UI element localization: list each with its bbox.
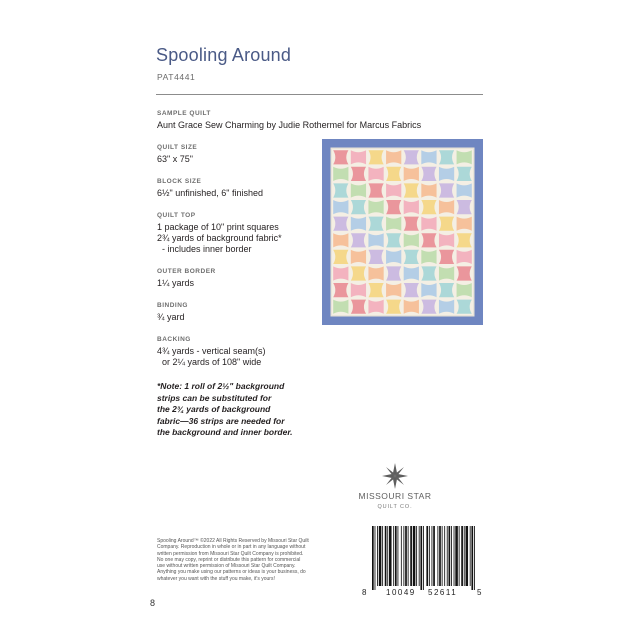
barcode-bar (423, 526, 424, 590)
product-barcode (360, 524, 485, 600)
substitution-note (157, 381, 332, 439)
barcode-bar (377, 526, 378, 586)
spool-block (421, 300, 436, 314)
spool-block (368, 200, 383, 214)
spool-block (404, 300, 419, 314)
copyright-line: whatever you want with the stuff you make, it's yours! (157, 575, 275, 582)
spec-label: OUTER BORDER (157, 268, 216, 275)
spec-value: Aunt Grace Sew Charming by Judie Rothermel for Marcus Fabrics (157, 120, 422, 130)
spec-block (157, 336, 467, 368)
barcode-bar (403, 526, 404, 586)
barcode-bar (420, 526, 422, 590)
barcode-bar (385, 526, 387, 586)
spool-block (386, 167, 401, 181)
barcode-bar (387, 526, 388, 586)
spec-value: or 2¼ yards of 108" wide (157, 357, 262, 367)
spool-block (333, 183, 348, 197)
spool-block (404, 266, 419, 280)
spool-block (457, 217, 472, 231)
copyright-line: Company. Reproduction in whole or in part in any language without (157, 544, 306, 551)
spool-block (421, 233, 436, 247)
spool-block (386, 233, 401, 247)
spool-block (351, 150, 366, 164)
copyright-line: use without written permission of Missouri Star Quilt Company. (157, 563, 296, 570)
spool-block (333, 266, 348, 280)
barcode-bar (398, 526, 399, 586)
spool-block (351, 250, 366, 264)
spec-value: 63" x 75" (157, 154, 193, 164)
barcode-bar (372, 526, 374, 590)
spool-block (386, 283, 401, 297)
barcode-digit-prefix: 8 (362, 588, 367, 597)
spool-block (404, 167, 419, 181)
barcode-bar (439, 526, 441, 586)
spool-block (333, 233, 348, 247)
note-line: strips can be substituted for (157, 392, 272, 403)
spool-block (421, 283, 436, 297)
spool-block (439, 183, 454, 197)
spool-block (368, 250, 383, 264)
spool-block (421, 250, 436, 264)
barcode-bar (379, 526, 382, 586)
spool-block (368, 183, 383, 197)
spec-label: QUILT SIZE (157, 144, 198, 151)
barcode-bar (413, 526, 416, 586)
barcode-digit-right: 52611 (428, 588, 458, 597)
spool-block (368, 300, 383, 314)
spool-block (457, 200, 472, 214)
header-divider (156, 94, 483, 95)
spool-block (404, 250, 419, 264)
spool-block (404, 283, 419, 297)
barcode-bar (429, 526, 430, 586)
barcode-bar (466, 526, 469, 586)
copyright-line: written permission from Missouri Star Quilt Company is prohibited. (157, 550, 304, 557)
barcode-bar (461, 526, 463, 586)
note-line: the 2¾ yards of background (157, 404, 271, 414)
spool-block (404, 217, 419, 231)
spool-block (404, 200, 419, 214)
spec-value: ¾ yard (157, 312, 185, 322)
barcode-bar (444, 526, 445, 586)
quilt-sample-image (322, 139, 483, 325)
barcode-bar (449, 526, 451, 586)
spool-block (421, 150, 436, 164)
logo-name: MISSOURI STAR (358, 491, 432, 501)
barcode-bar (416, 526, 417, 586)
barcode-bar (459, 526, 460, 586)
spool-block (439, 266, 454, 280)
spool-block (457, 183, 472, 197)
spool-block (439, 300, 454, 314)
barcode-bar (375, 526, 376, 590)
barcode-bar (401, 526, 402, 586)
spool-block (386, 250, 401, 264)
spool-block (457, 150, 472, 164)
spool-block (386, 300, 401, 314)
spool-block (439, 167, 454, 181)
spec-label: QUILT TOP (157, 212, 196, 219)
copyright-line: Anything you make using our patterns or ideas is your business, do (157, 569, 306, 576)
spool-block (351, 233, 366, 247)
spool-block (333, 150, 348, 164)
spool-block (368, 266, 383, 280)
spool-block (333, 217, 348, 231)
spool-block (421, 183, 436, 197)
barcode-bar (464, 526, 465, 586)
spool-block (333, 200, 348, 214)
spec-label: SAMPLE QUILT (157, 110, 211, 117)
logo-subtitle: QUILT CO. (377, 504, 413, 510)
spool-block (351, 183, 366, 197)
spec-label: BINDING (157, 302, 188, 309)
spool-block (386, 200, 401, 214)
spool-block (368, 283, 383, 297)
spec-value: 2¾ yards of background fabric* (157, 233, 282, 243)
spool-block (404, 183, 419, 197)
barcode-bar (405, 526, 407, 586)
star-icon (381, 462, 409, 490)
barcode-bar (426, 526, 428, 586)
company-logo (345, 462, 445, 518)
barcode-bar (395, 526, 397, 586)
barcode-bar (433, 526, 435, 586)
page-title: Spooling Around (156, 45, 292, 65)
spool-block (351, 300, 366, 314)
spool-block (386, 183, 401, 197)
spool-block (404, 150, 419, 164)
spool-block (368, 217, 383, 231)
barcode-bar (471, 526, 473, 590)
spec-label: BLOCK SIZE (157, 178, 202, 185)
spool-block (368, 233, 383, 247)
spool-block (421, 200, 436, 214)
spec-value: 1¼ yards (157, 278, 195, 288)
note-line: the background and inner border. (157, 427, 293, 437)
barcode-bar (470, 526, 471, 586)
spec-value: 1 package of 10" print squares (157, 222, 279, 232)
spool-block (457, 167, 472, 181)
spool-block (421, 266, 436, 280)
spool-block (368, 150, 383, 164)
barcode-bar (454, 526, 455, 586)
spool-block (457, 300, 472, 314)
spool-block (386, 217, 401, 231)
spool-block (421, 217, 436, 231)
spec-value: 6½" unfinished, 6" finished (157, 188, 263, 198)
barcode-bar (382, 526, 383, 586)
barcode-bar (442, 526, 443, 586)
copyright-line: No one may copy, reprint or distribute this pattern for commercial (157, 556, 301, 563)
spool-block (333, 250, 348, 264)
barcode-bar (474, 526, 475, 590)
spec-block (157, 110, 467, 131)
spool-block (333, 167, 348, 181)
pattern-code: PAT4441 (157, 72, 196, 82)
note-line: *Note: 1 roll of 2½" background (157, 381, 285, 391)
spec-value: 4¾ yards - vertical seam(s) (157, 346, 266, 356)
spool-block (333, 283, 348, 297)
barcode-digit-left: 10049 (386, 588, 416, 597)
spool-block (351, 266, 366, 280)
barcode-bar (393, 526, 394, 586)
spool-block (439, 150, 454, 164)
spool-block (439, 283, 454, 297)
spool-block (457, 233, 472, 247)
spool-block (386, 266, 401, 280)
spool-block (439, 200, 454, 214)
spool-block (439, 250, 454, 264)
page-number: 8 (150, 598, 156, 608)
copyright-notice (157, 538, 347, 582)
barcode-bar (451, 526, 452, 586)
barcode-bar (408, 526, 409, 586)
note-line: fabric—36 strips are needed for (157, 415, 285, 426)
spool-block (457, 283, 472, 297)
spool-block (333, 300, 348, 314)
barcode-bar (447, 526, 448, 586)
spool-block (439, 217, 454, 231)
barcode-bar (389, 526, 392, 586)
barcode-bar (455, 526, 458, 586)
spool-block (351, 217, 366, 231)
spool-block (386, 150, 401, 164)
spool-block (368, 167, 383, 181)
spec-label: BACKING (157, 336, 191, 343)
spool-block (351, 283, 366, 297)
barcode-bar (432, 526, 433, 586)
spool-block (421, 167, 436, 181)
barcode-bar (419, 526, 420, 586)
barcode-digit-check: 5 (477, 588, 482, 597)
spool-block (404, 233, 419, 247)
spool-block (351, 167, 366, 181)
spool-block (351, 200, 366, 214)
spool-block (457, 250, 472, 264)
barcode-bar (410, 526, 412, 586)
barcode-bar (437, 526, 438, 586)
spec-value: - includes inner border (157, 244, 252, 254)
copyright-line: Spooling Around™ ©2022 All Rights Reserved by Missouri Star Quilt (157, 538, 309, 544)
spool-block (439, 233, 454, 247)
spool-block (457, 266, 472, 280)
